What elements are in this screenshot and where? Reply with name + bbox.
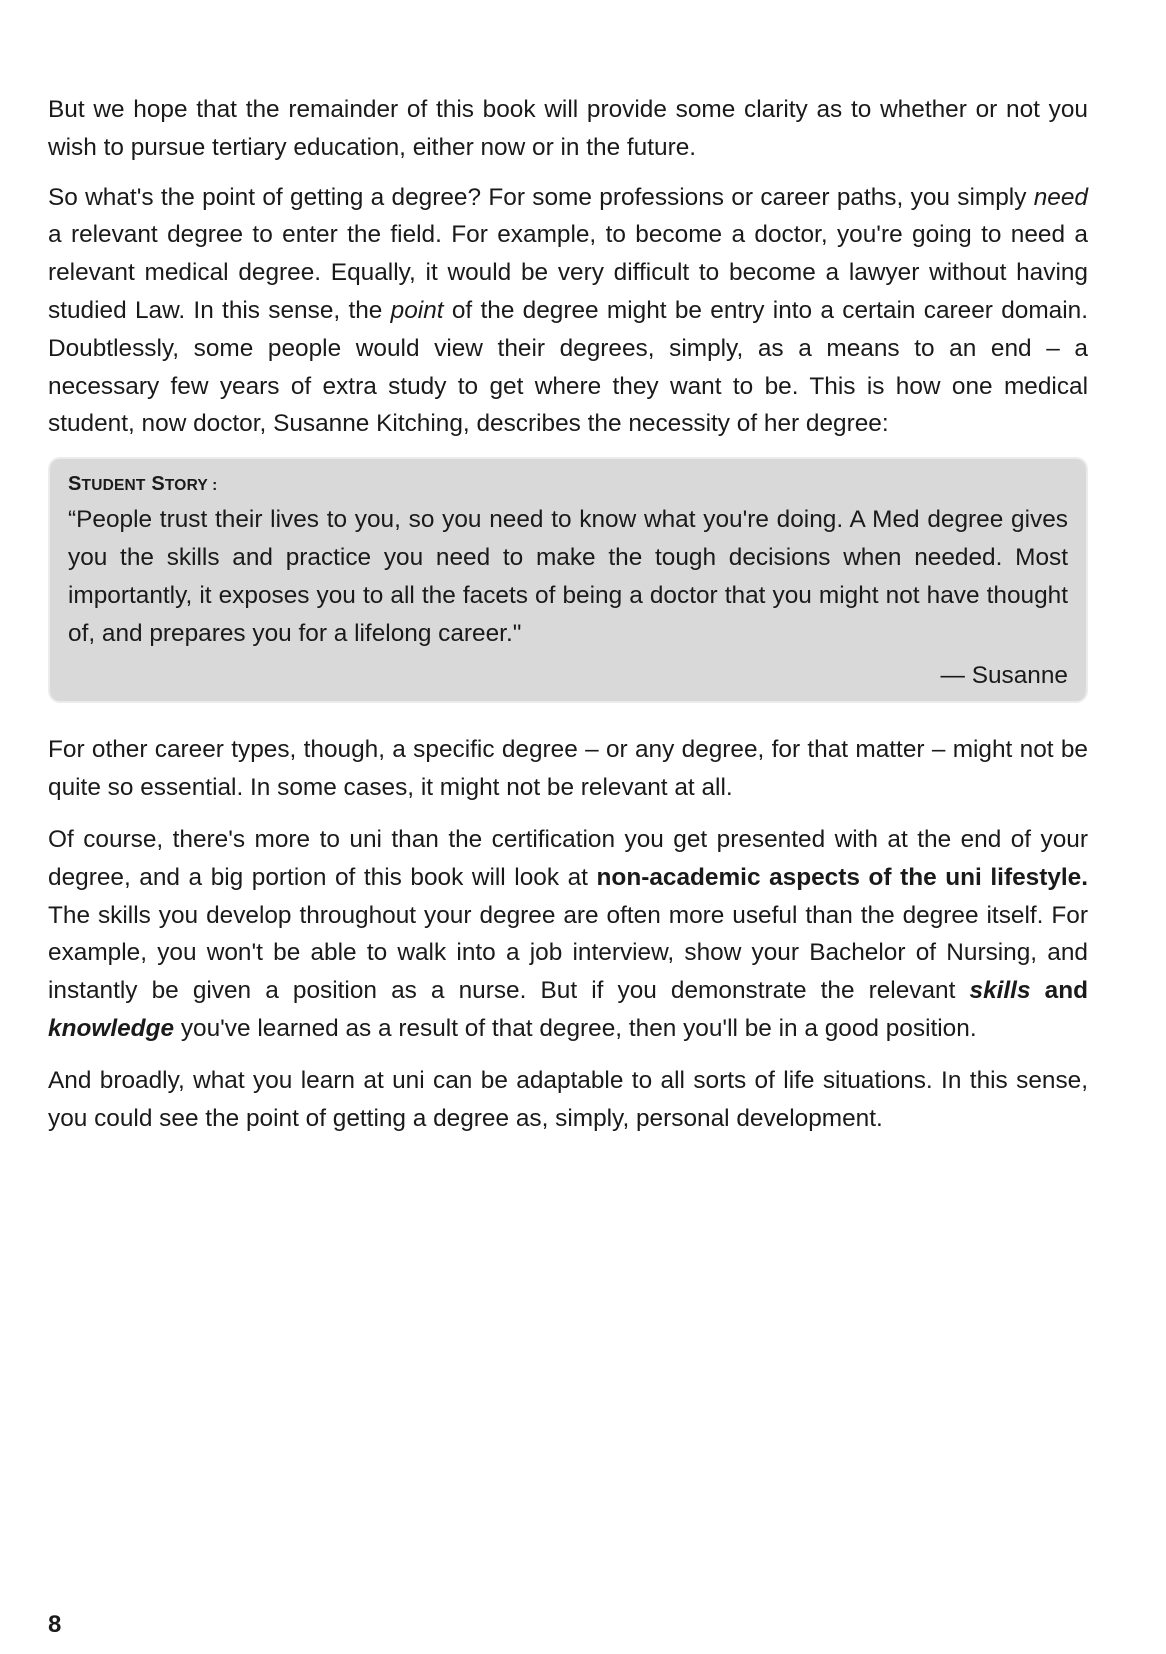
text-run: a relevant degree to enter the field. For example, to become a doctor, you're going to need a relevant medical degree. Equally, it would be very difficult to become a lawyer without having studied Law. In this sense, the	[48, 221, 1088, 324]
heading-smallcaps: TUDENT	[81, 477, 146, 495]
page-number: 8	[48, 1611, 62, 1638]
text-run: you've learned as a result of that degree, then you'll be in a good position.	[174, 1014, 977, 1042]
bold-and: and	[1030, 977, 1088, 1005]
paragraph-point-of-degree	[48, 179, 1088, 444]
heading-initial: S	[68, 473, 82, 496]
heading-smallcaps: TORY :	[164, 477, 218, 495]
text-run: So what's the point of getting a degree? For some professions or career paths, you simply	[48, 183, 1034, 211]
italic-need: need	[1033, 183, 1088, 211]
paragraph-personal-development: And broadly, what you learn at uni can be adaptable to all sorts of life situations. In this sense, you could see the point of getting a degree as, simply, personal development.	[48, 1066, 1088, 1132]
student-story-attribution: — Susanne	[940, 662, 1068, 690]
bold-italic-knowledge: knowledge	[48, 1014, 175, 1042]
student-story-quote: “People trust their lives to you, so you need to know what you're doing. A Med degree gives you the skills and practice you need to make the tough decisions when needed. Most importantly, it exposes you to all the facets of being a doctor that you might not have thought of, and prepares you for a lifelong career."	[68, 506, 1068, 647]
heading-initial: S	[151, 473, 165, 496]
text-run: The skills you develop throughout your degree are often more useful than the degree itself. For example, you won't be able to walk into a job interview, show your Bachelor of Nursing, and instantly be given a position as a nurse. But if you demonstrate the relevant	[48, 901, 1088, 1005]
paragraph-other-careers: For other career types, though, a specific degree – or any degree, for that matter – might not be quite so essential. In some cases, it might not be relevant at all.	[48, 736, 1088, 802]
bold-non-academic: non-academic aspects of the uni lifestyle.	[596, 863, 1089, 891]
paragraph-non-academic	[48, 821, 1088, 1048]
student-story-box	[48, 457, 1088, 703]
paragraph-intro: But we hope that the remainder of this book will provide some clarity as to whether or not you wish to pursue tertiary education, either now or in the future.	[48, 96, 1088, 161]
page-body	[48, 91, 1088, 1151]
student-story-heading	[68, 469, 1068, 501]
bold-italic-skills: skills	[969, 977, 1031, 1005]
text-run: of the degree might be entry into a certain career domain. Doubtlessly, some people would view their degrees, simply, as a means to an end – a necessary few years of extra study to get where they want to be. This is how one medical student, now doctor, Susanne Kitching, describes the necessity of her degree:	[48, 296, 1088, 438]
italic-point: point	[390, 296, 444, 324]
text-run: Of course, there's more to uni than the certification you get presented with at the end of your degree, and a big portion of this book will look at	[48, 825, 1088, 891]
